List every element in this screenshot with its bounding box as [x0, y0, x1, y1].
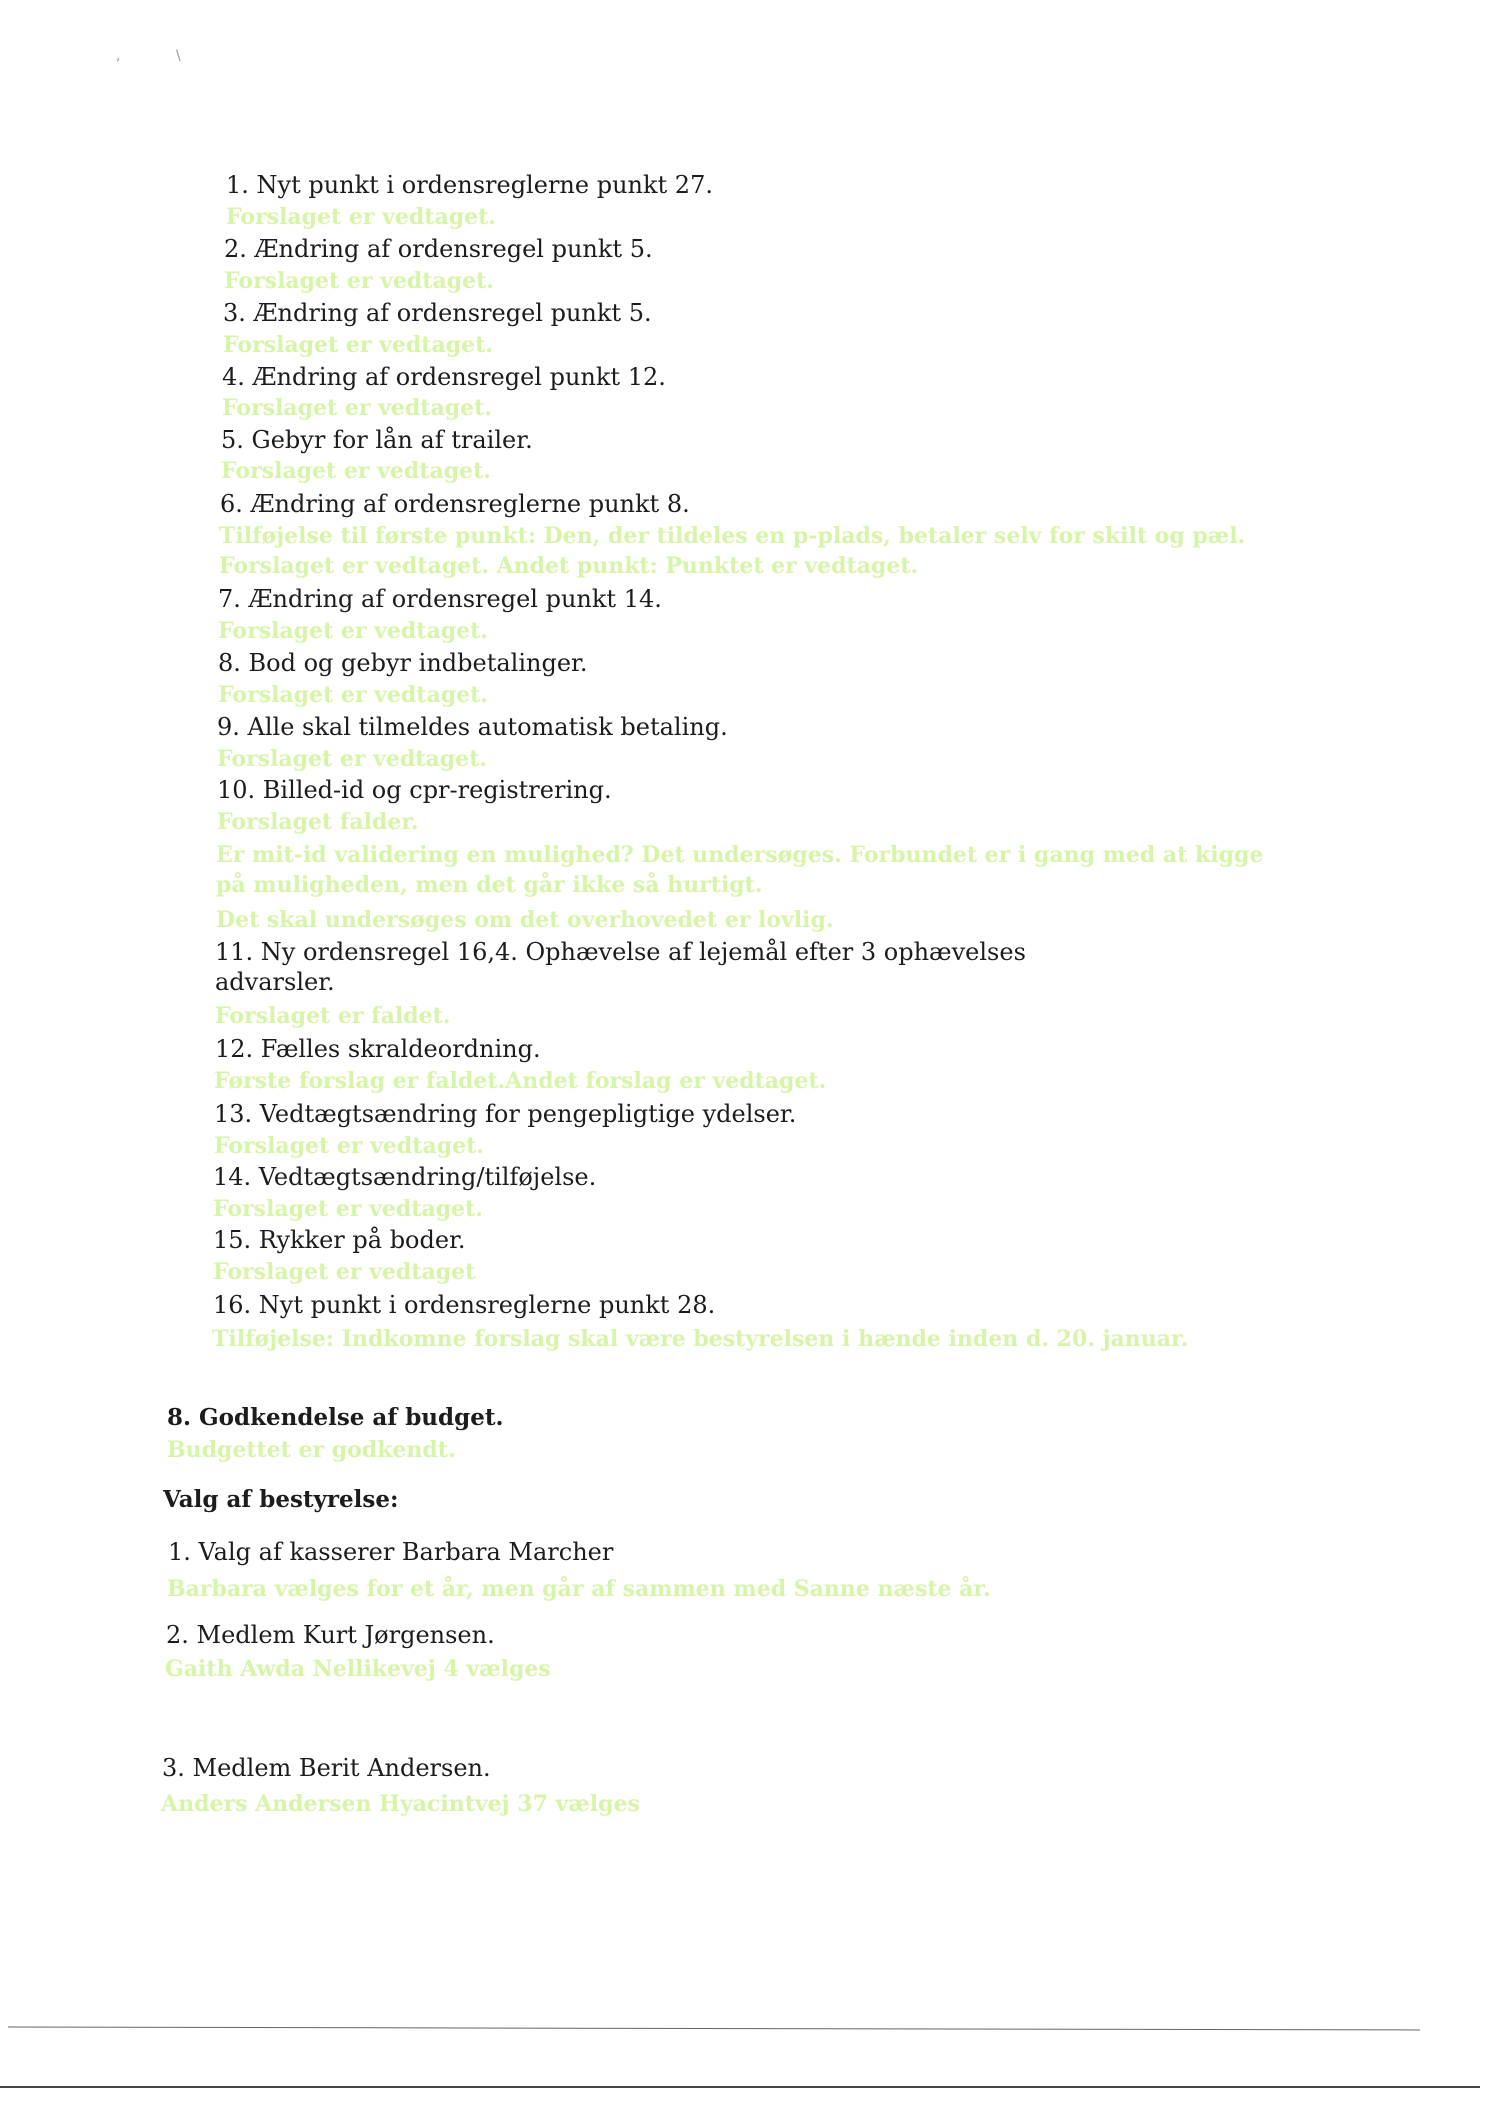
- proposal-title: 7. Ændring af ordensregel punkt 14.: [218, 585, 662, 613]
- proposal-title: 4. Ændring af ordensregel punkt 12.: [222, 363, 666, 391]
- proposal-note: Første forslag er faldet.Andet forslag er vedtaget.: [214, 1068, 827, 1094]
- budget-note: Budgettet er godkendt.: [167, 1437, 456, 1463]
- proposal-note: Er mit-id validering en mulighed? Det undersøges. Forbundet er i gang med at kigge på muligheden, men det går ikke så hurtigt.: [216, 842, 1264, 898]
- budget-heading: 8. Godkendelse af budget.: [167, 1404, 504, 1431]
- scan-speck: \: [176, 48, 181, 64]
- proposal-note: Forslaget er vedtaget.: [218, 682, 488, 708]
- proposal-note: Forslaget er vedtaget.: [223, 332, 493, 358]
- proposal-note: Forslaget er vedtaget.: [218, 618, 488, 644]
- proposal-note: Forslaget er vedtaget.: [214, 1133, 484, 1159]
- proposal-title: 16. Nyt punkt i ordensreglerne punkt 28.: [213, 1291, 716, 1319]
- proposal-title: 3. Ændring af ordensregel punkt 5.: [223, 299, 652, 327]
- proposal-title: 14. Vedtægtsændring/tilføjelse.: [213, 1163, 597, 1191]
- election-item-title: 2. Medlem Kurt Jørgensen.: [166, 1621, 495, 1649]
- proposal-note: Forslaget er vedtaget.: [222, 395, 492, 421]
- proposal-title: 9. Alle skal tilmeldes automatisk betaling.: [217, 713, 728, 741]
- proposal-note: Forslaget falder.: [217, 809, 419, 835]
- proposal-note: Forslaget er vedtaget.: [226, 204, 496, 230]
- proposal-note: Forslaget er vedtaget.: [217, 746, 487, 772]
- proposal-note: Forslaget er vedtaget.: [224, 268, 494, 294]
- election-heading: Valg af bestyrelse:: [163, 1486, 399, 1513]
- proposal-title: 5. Gebyr for lån af trailer.: [221, 426, 533, 454]
- proposal-note: Forslaget er faldet.: [215, 1003, 451, 1029]
- election-item-note: Barbara vælges for et år, men går af sammen med Sanne næste år.: [167, 1576, 991, 1602]
- scan-speck: ,: [116, 48, 121, 64]
- page-edge-line: [0, 2086, 1480, 2088]
- election-item-title: 3. Medlem Berit Andersen.: [162, 1754, 491, 1782]
- proposal-note: Tilføjelse til første punkt: Den, der tildeles en p-plads, betaler selv for skilt og pæl. Forslaget er vedtaget. Andet punkt: Punktet er vedtaget.: [219, 523, 1246, 579]
- proposal-title: 12. Fælles skraldeordning.: [215, 1035, 541, 1063]
- proposal-title: 11. Ny ordensregel 16,4. Ophævelse af lejemål efter 3 ophævelses advarsler.: [215, 938, 1026, 996]
- proposal-note: Tilføjelse: Indkomne forslag skal være bestyrelsen i hænde inden d. 20. januar.: [212, 1326, 1189, 1352]
- proposal-title: 10. Billed-id og cpr-registrering.: [217, 776, 612, 804]
- proposal-title: 8. Bod og gebyr indbetalinger.: [218, 649, 588, 677]
- page-edge-line: [8, 2027, 1420, 2031]
- election-item-note: Gaith Awda Nellikevej 4 vælges: [165, 1656, 551, 1682]
- proposal-title: 6. Ændring af ordensreglerne punkt 8.: [220, 490, 690, 518]
- election-item-title: 1. Valg af kasserer Barbara Marcher: [168, 1538, 614, 1566]
- proposal-note: Det skal undersøges om det overhovedet er lovlig.: [216, 907, 834, 933]
- proposal-note: Forslaget er vedtaget.: [213, 1196, 483, 1222]
- proposal-title: 15. Rykker på boder.: [213, 1226, 466, 1254]
- election-item-note: Anders Andersen Hyacintvej 37 vælges: [161, 1791, 640, 1817]
- proposal-note: Forslaget er vedtaget.: [221, 458, 491, 484]
- proposal-note: Forslaget er vedtaget: [213, 1259, 476, 1285]
- proposal-title: 2. Ændring af ordensregel punkt 5.: [224, 235, 653, 263]
- proposal-title: 13. Vedtægtsændring for pengepligtige ydelser.: [214, 1100, 797, 1128]
- proposal-title: 1. Nyt punkt i ordensreglerne punkt 27.: [226, 171, 713, 199]
